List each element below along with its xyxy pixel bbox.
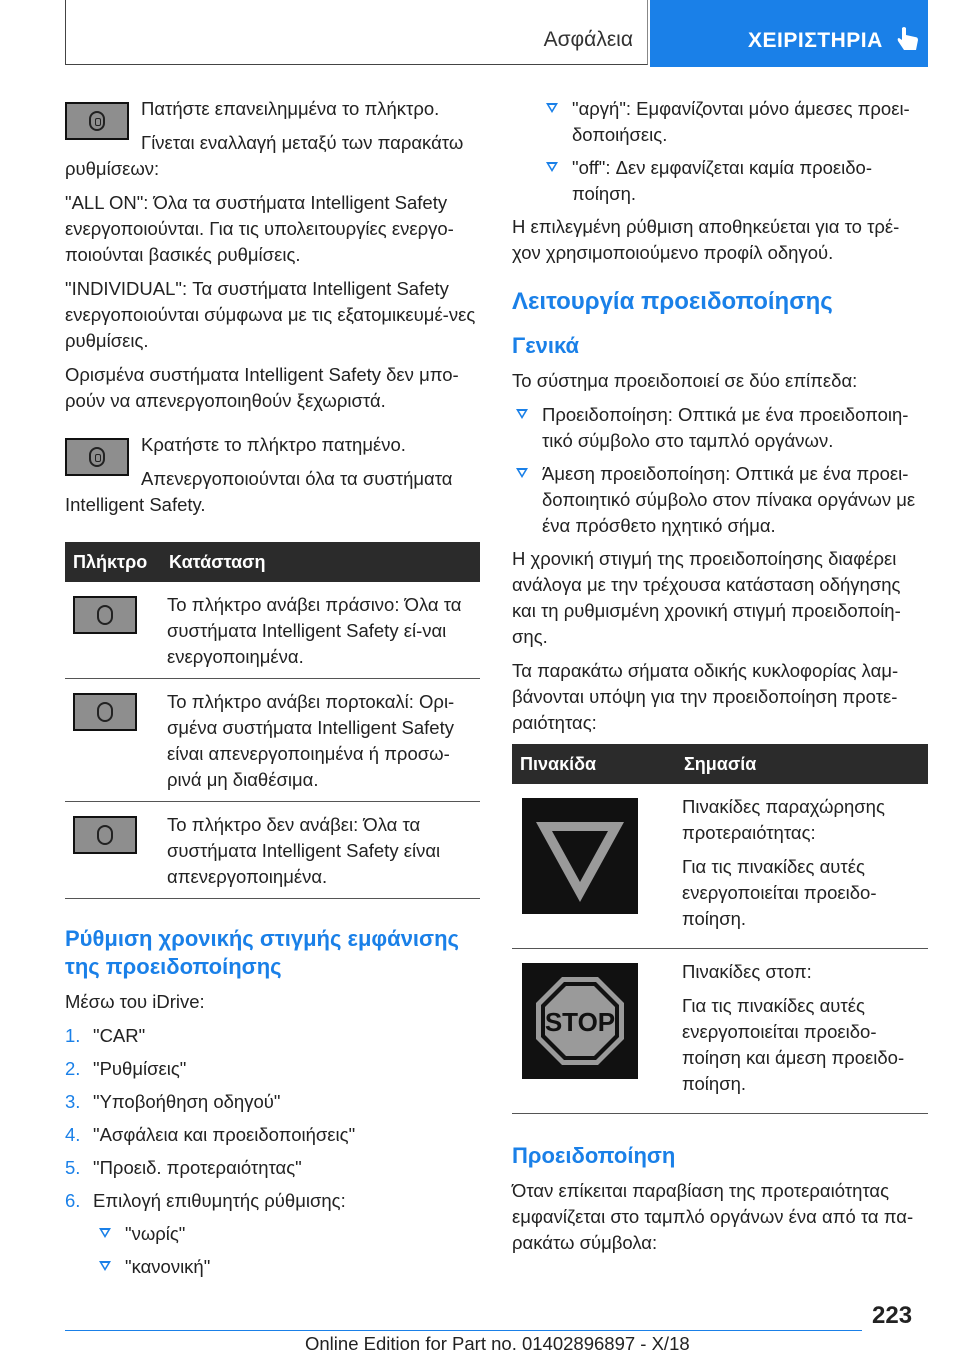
- option-list: [542, 96, 928, 207]
- bullet-triangle-icon: [546, 162, 558, 172]
- bullet-triangle-icon: [516, 409, 528, 419]
- chapter-title: ΧΕΙΡΙΣΤΗΡΙΑ: [748, 29, 883, 52]
- paragraph: Η χρονική στιγμή της προειδοποίησης διαφέρει ανάλογα με την τρέχουσα κατάσταση οδήγησης και τη ρυθμισμένη χρονική στιγμή προειδοποίη-σης.: [512, 548, 901, 647]
- paragraph: Ορισμένα συστήματα Intelligent Safety δεν μπο-ρούν να απενεργοποιηθούν ξεχωριστά.: [65, 364, 459, 411]
- bullet-triangle-icon: [99, 1228, 111, 1238]
- hand-pointer-icon: [896, 26, 920, 52]
- sign-title: Πινακίδες παραχώρησης προτεραιότητας:: [682, 796, 885, 843]
- yield-sign-icon: [522, 798, 638, 914]
- press-repeatedly-block: [65, 96, 480, 182]
- safety-button-icon: [73, 596, 137, 634]
- table-cell: Το πλήκτρο ανάβει πορτοκαλί: Ορι-σμένα συστήματα Intelligent Safety είναι απενεργοποιημένα ή προσω-ρινά μη διαθέσιμα.: [161, 679, 480, 802]
- list-item: Προειδοποίηση: Οπτικά με ένα προειδοποιη-τικό σύμβολο στο ταμπλό οργάνων.: [512, 402, 928, 454]
- table-row: [512, 784, 928, 949]
- table-cell: Το πλήκτρο δεν ανάβει: Όλα τα συστήματα Intelligent Safety είναι απενεργοποιημένα.: [161, 802, 480, 899]
- list-item: "off": Δεν εμφανίζεται καμία προειδο-ποίηση.: [542, 155, 928, 207]
- press-hold-block: [65, 432, 480, 518]
- list-item: 5. "Προειδ. προτεραιότητας": [65, 1157, 302, 1178]
- safety-button-icon: [65, 102, 129, 140]
- table-header: Σημασία: [676, 744, 928, 784]
- paragraph: Η επιλεγμένη ρύθμιση αποθηκεύεται για το τρέ-χον χρησιμοποιούμενο προφίλ οδηγού.: [512, 216, 900, 263]
- signs-table: [512, 744, 928, 1114]
- table-header: Πλήκτρο: [65, 542, 161, 582]
- list-item: 2. "Ρυθμίσεις": [65, 1058, 187, 1079]
- bullet-triangle-icon: [516, 468, 528, 478]
- list-item: "αργή": Εμφανίζονται μόνο άμεσες προει-δοποιήσεις.: [542, 96, 928, 148]
- stop-sign-icon: [522, 963, 638, 1079]
- subsection-heading: Γενικά: [512, 333, 580, 358]
- table-cell: Το πλήκτρο ανάβει πράσινο: Όλα τα συστήματα Intelligent Safety εί-ναι ενεργοποιημένα.: [161, 582, 480, 679]
- header-chapter-tab: [650, 0, 928, 67]
- svg-text:STOP: STOP: [544, 1007, 616, 1037]
- left-column: [65, 96, 480, 1287]
- table-row: [512, 949, 928, 1114]
- paragraph: "ALL ON": Όλα τα συστήματα Intelligent Safety ενεργοποιούνται. Για τις υπολειτουργίες ενεργο-ποιούνται βασικές ρυθμίσεις.: [65, 192, 454, 265]
- footer-edition: Online Edition for Part no. 01402896897 - X/18: [305, 1333, 690, 1354]
- list-item: Άμεση προειδοποίηση: Οπτικά με ένα προει-δοποιητικό σύμβολο στον πίνακα οργάνων με ένα πρόσθετο ηχητικό σήμα.: [512, 461, 928, 539]
- sign-text: Για τις πινακίδες αυτές ενεργοποιείται προειδο-ποίηση.: [682, 856, 877, 929]
- instruction-text: Πατήστε επανειλημμένα το πλήκτρο.: [141, 98, 440, 119]
- safety-button-icon: [73, 816, 137, 854]
- paragraph: "INDIVIDUAL": Τα συστήματα Intelligent Safety ενεργοποιούνται σύμφωνα με τις εξατομικευμέ-νες ρυθμίσεις.: [65, 278, 476, 351]
- table-row: [65, 802, 480, 899]
- section-heading: Ρύθμιση χρονικής στιγμής εμφάνισης της προειδοποίησης: [65, 926, 459, 979]
- list-item: "νωρίς": [95, 1221, 480, 1247]
- list-item: "κανονική": [95, 1254, 480, 1280]
- safety-button-icon: [73, 693, 137, 731]
- table-row: [65, 582, 480, 679]
- option-list: [95, 1221, 480, 1280]
- header-section-box: [65, 0, 648, 65]
- sign-text: Για τις πινακίδες αυτές ενεργοποιείται προειδο-ποίηση και άμεση προειδο-ποίηση.: [682, 995, 905, 1094]
- steps-list: [65, 1023, 480, 1214]
- bullet-triangle-icon: [99, 1261, 111, 1271]
- paragraph: Γίνεται εναλλαγή μεταξύ των παρακάτω ρυθμίσεων:: [65, 132, 464, 179]
- bullet-triangle-icon: [546, 103, 558, 113]
- table-header: Κατάσταση: [161, 542, 480, 582]
- page-number: 223: [872, 1302, 913, 1329]
- level-list: [512, 402, 928, 539]
- paragraph: Απενεργοποιούνται όλα τα συστήματα Intelligent Safety.: [65, 468, 453, 515]
- table-row: [65, 679, 480, 802]
- section-heading: Λειτουργία προειδοποίησης: [512, 288, 833, 315]
- section-heading: Προειδοποίηση: [512, 1143, 676, 1168]
- right-column: [512, 96, 928, 1264]
- list-item: 4. "Ασφάλεια και προειδοποιήσεις": [65, 1124, 356, 1145]
- sign-title: Πινακίδες στοπ:: [682, 961, 812, 982]
- paragraph: Μέσω του iDrive:: [65, 991, 205, 1012]
- section-title: Ασφάλεια: [543, 28, 633, 51]
- safety-button-icon: [65, 438, 129, 476]
- paragraph: Όταν επίκειται παραβίαση της προτεραιότητας εμφανίζεται στο ταμπλό οργάνων ένα από τα πα-ρακάτω σύμβολα:: [512, 1180, 914, 1253]
- paragraph: Το σύστημα προειδοποιεί σε δύο επίπεδα:: [512, 370, 858, 391]
- list-item: 6. Επιλογή επιθυμητής ρύθμισης:: [65, 1190, 346, 1211]
- key-status-table: [65, 542, 480, 899]
- list-item: 1. "CAR": [65, 1025, 146, 1046]
- table-header: Πινακίδα: [512, 744, 676, 784]
- list-item: 3. "Υποβοήθηση οδηγού": [65, 1091, 281, 1112]
- instruction-text: Κρατήστε το πλήκτρο πατημένο.: [141, 434, 406, 455]
- paragraph: Τα παρακάτω σήματα οδικής κυκλοφορίας λαμ-βάνονται υπόψη για την προειδοποίηση προτε-ραιότητας:: [512, 660, 899, 733]
- footer-divider: [65, 1330, 862, 1331]
